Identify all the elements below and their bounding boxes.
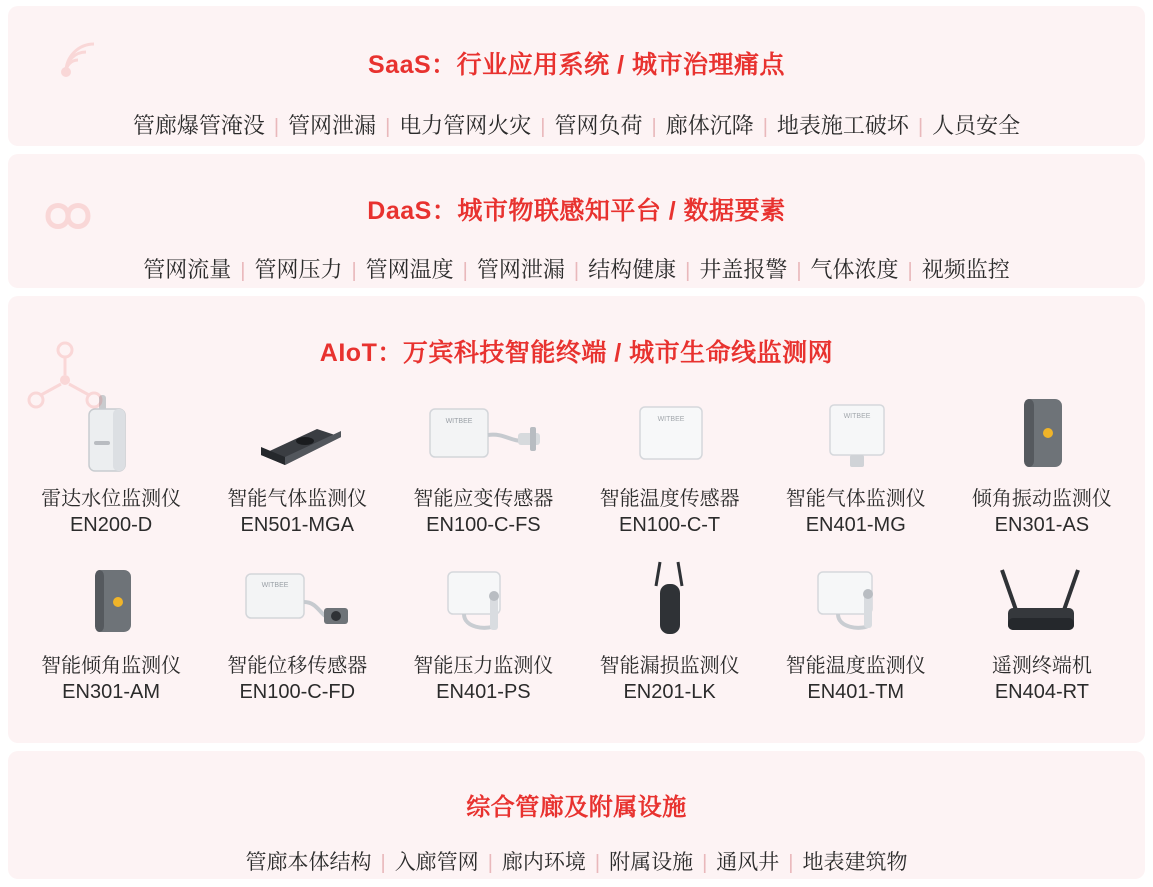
infrastructure-item: 入廊管网 [394,850,479,874]
tilt-monitor-device-icon [73,552,149,644]
device-name: 智能气体监测仪 [227,487,368,510]
device-model: EN100-C-FS [426,513,541,536]
device-name: 遥测终端机 [991,654,1092,677]
pressure-monitor-device-icon [428,552,538,644]
infrastructure-item: 管廊本体结构 [245,850,372,874]
daas-item: 井盖报警 [699,256,788,282]
device-card[interactable] [18,379,204,546]
daas-item: 视频监控 [921,256,1010,282]
saas-panel [8,6,1145,146]
saas-item: 人员安全 [932,112,1021,138]
infrastructure-panel [8,751,1145,879]
daas-item: 气体浓度 [810,256,899,282]
separator: | [907,259,913,282]
infrastructure-item: 附属设施 [609,850,694,874]
daas-item: 管网压力 [254,256,343,282]
device-name: 智能位移传感器 [227,654,368,677]
separator: | [487,851,493,874]
infrastructure-items [8,846,1145,876]
device-model: EN100-C-T [619,513,721,536]
device-card[interactable] [949,379,1135,546]
saas-title: SaaS：行业应用系统 / 城市治理痛点 [368,50,785,79]
daas-item: 管网温度 [365,256,454,282]
device-model: EN301-AM [62,680,160,703]
saas-item: 管廊爆管淹没 [132,112,265,138]
daas-item: 管网流量 [143,256,232,282]
aiot-title: AIoT：万宾科技智能终端 / 城市生命线监测网 [319,338,834,367]
device-model: EN401-PS [436,680,531,703]
separator: | [685,259,691,282]
device-name: 智能漏损监测仪 [599,654,740,677]
device-model: EN501-MGA [240,513,354,536]
device-card[interactable] [204,546,390,713]
saas-items [8,109,1145,140]
device-model: EN100-C-FD [239,680,356,703]
svg-text:WITBEE: WITBEE [657,415,684,423]
device-name: 智能倾角监测仪 [41,654,182,677]
device-name: 智能压力监测仪 [413,654,554,677]
temperature-monitor-device-icon [800,552,912,644]
aiot-panel [8,296,1145,743]
infrastructure-title: 综合管廊及附属设施 [466,793,687,821]
device-name: 雷达水位监测仪 [41,487,182,510]
infrastructure-item: 地表建筑物 [802,850,908,874]
device-model: EN404-RT [994,680,1089,703]
device-name: 智能应变传感器 [413,487,554,510]
separator: | [540,115,546,138]
displacement-sensor-device-icon [232,552,362,644]
svg-text:WITBEE: WITBEE [261,581,289,589]
device-name: 智能气体监测仪 [785,487,926,510]
device-card[interactable] [204,379,390,546]
separator: | [273,115,280,138]
leak-monitor-device-icon [632,552,708,644]
separator: | [385,115,391,138]
tilt-vibration-device-icon [1004,385,1080,477]
svg-text:WITBEE: WITBEE [843,412,871,420]
device-name: 智能温度监测仪 [785,654,926,677]
separator: | [796,259,802,282]
device-grid [8,375,1145,713]
separator: | [573,259,580,282]
infrastructure-item: 廊内环境 [501,850,586,874]
separator: | [380,851,386,874]
device-model: EN401-TM [807,680,905,703]
daas-panel [8,154,1145,288]
temperature-sensor-device-icon [618,385,722,477]
device-name: 智能温度传感器 [599,487,740,510]
device-model: EN200-D [69,513,153,536]
strain-sensor-device-icon [418,385,548,477]
svg-text:WITBEE: WITBEE [445,417,473,425]
device-card[interactable] [390,546,576,713]
separator: | [762,115,768,138]
separator: | [917,115,924,138]
separator: | [462,259,468,282]
device-card[interactable] [763,379,949,546]
saas-item: 廊体沉降 [665,112,754,138]
device-card[interactable] [390,379,576,546]
saas-item: 地表施工破坏 [776,112,909,138]
daas-title: DaaS：城市物联感知平台 / 数据要素 [367,196,786,225]
telemetry-terminal-device-icon [982,552,1102,644]
gas-monitor-square-device-icon [804,385,908,477]
device-card[interactable] [577,379,763,546]
saas-item: 管网泄漏 [288,112,377,138]
separator: | [702,851,708,874]
device-card[interactable] [18,546,204,713]
device-name: 倾角振动监测仪 [971,487,1112,510]
device-card[interactable] [763,546,949,713]
daas-items [8,253,1145,284]
device-card[interactable] [577,546,763,713]
gas-monitor-device-icon [245,385,349,477]
device-model: EN301-AS [994,513,1090,536]
separator: | [788,851,794,874]
daas-item: 管网泄漏 [476,256,565,282]
separator: | [651,115,657,138]
saas-item: 电力管网火灾 [399,112,532,138]
radar-water-level-device-icon [69,385,153,477]
infrastructure-item: 通风井 [716,850,780,874]
device-model: EN201-LK [623,680,716,703]
device-model: EN401-MG [805,513,906,536]
saas-item: 管网负荷 [554,112,643,138]
device-card[interactable] [949,546,1135,713]
daas-item: 结构健康 [588,256,677,282]
separator: | [594,851,601,874]
separator: | [240,259,246,282]
separator: | [351,259,357,282]
